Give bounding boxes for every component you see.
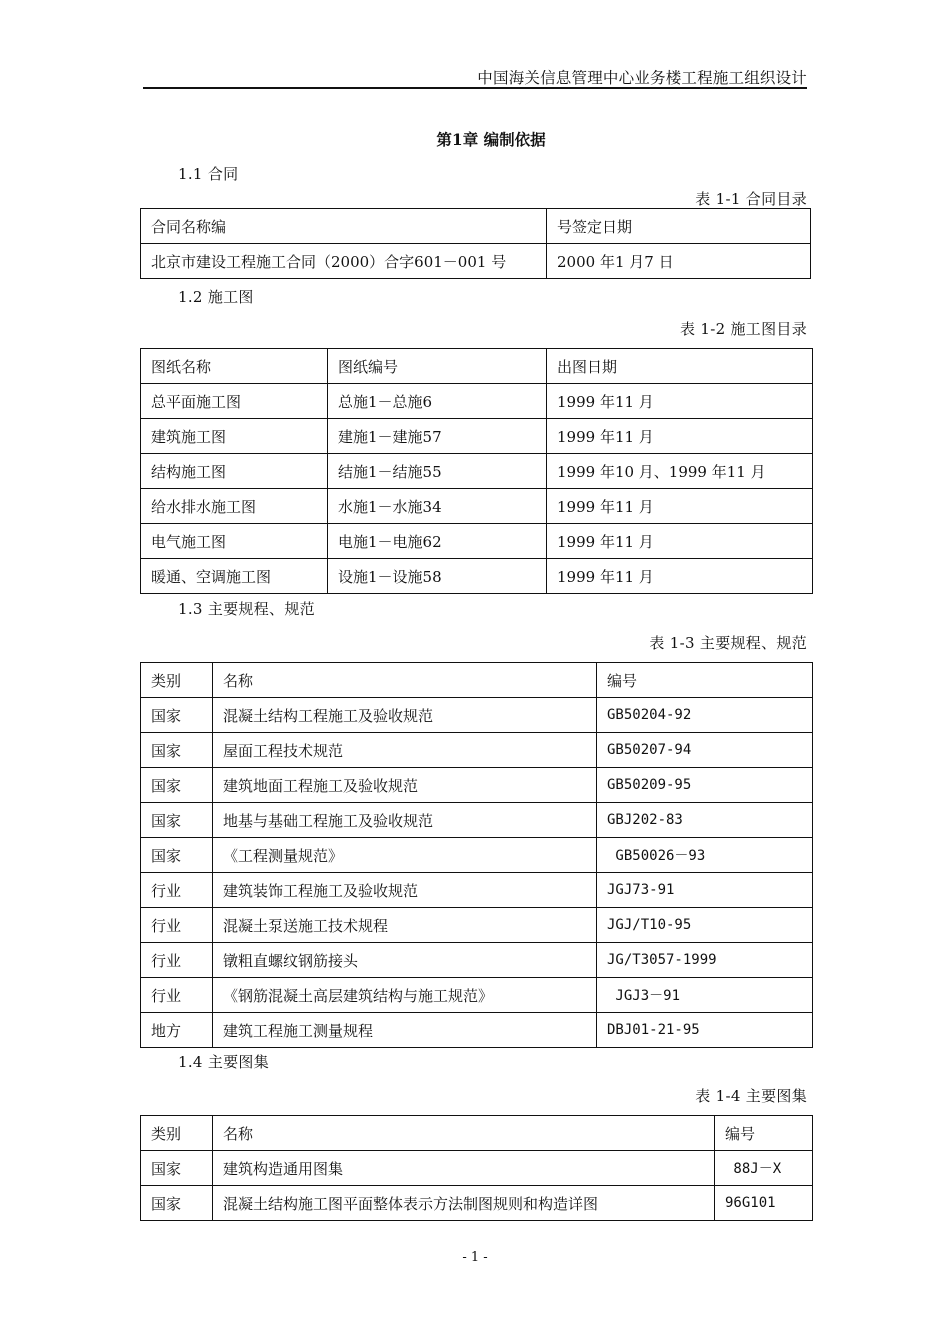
table-row [141,733,813,768]
table-cell: 《工程测量规范》 [213,838,597,873]
table-cell: 建筑构造通用图集 [213,1151,715,1186]
table-row [141,943,813,978]
table-cell: 国家 [141,1151,213,1186]
table-cell: GB50204-92 [597,698,813,733]
standards-table [140,662,813,1048]
table-row [141,768,813,803]
table-row [141,1186,813,1221]
table-cell: GB50207-94 [597,733,813,768]
table-header-row [141,663,813,698]
table-cell: 屋面工程技术规范 [213,733,597,768]
table-cell: 地基与基础工程施工及验收规范 [213,803,597,838]
table-cell: 设施1－设施58 [328,559,547,594]
table-cell: JGJ/T10-95 [597,908,813,943]
table-caption-atlases: 表 1-4 主要图集 [695,1087,807,1105]
table-cell: JGJ73-91 [597,873,813,908]
table-header-cell: 编号 [597,663,813,698]
table-row [141,489,813,524]
table-cell: 国家 [141,1186,213,1221]
table-cell: 建筑工程施工测量规程 [213,1013,597,1048]
table-row [141,978,813,1013]
table-header-cell: 编号 [715,1116,813,1151]
table-cell: 1999 年11 月 [547,559,813,594]
contract-table [140,208,811,279]
section-heading-drawings: 1.2 施工图 [178,288,254,306]
table-header-cell: 合同名称编 [141,209,547,244]
table-cell: 国家 [141,698,213,733]
table-cell: 国家 [141,733,213,768]
table-cell: 建筑地面工程施工及验收规范 [213,768,597,803]
table-row [141,873,813,908]
table-row [141,524,813,559]
table-cell: 结构施工图 [141,454,328,489]
table-header-row [141,209,811,244]
table-cell: 《钢筋混凝土高层建筑结构与施工规范》 [213,978,597,1013]
table-caption-standards: 表 1-3 主要规程、规范 [649,634,807,652]
section-heading-atlases: 1.4 主要图集 [178,1053,270,1071]
table-row [141,384,813,419]
table-row [141,1151,813,1186]
table-cell: GBJ202-83 [597,803,813,838]
table-cell: 国家 [141,838,213,873]
chapter-title: 第1章 编制依据 [436,130,546,149]
table-cell: 1999 年11 月 [547,524,813,559]
table-header-cell: 名称 [213,663,597,698]
table-header-row [141,1116,813,1151]
table-cell: GB50209-95 [597,768,813,803]
table-row [141,559,813,594]
table-cell: 96G101 [715,1186,813,1221]
table-row [141,838,813,873]
table-cell: 2000 年1 月7 日 [547,244,811,279]
table-header-cell: 类别 [141,663,213,698]
table-cell: 结施1－结施55 [328,454,547,489]
table-cell: 北京市建设工程施工合同（2000）合字601－001 号 [141,244,547,279]
table-cell: 行业 [141,943,213,978]
table-caption-contract: 表 1-1 合同目录 [695,190,807,208]
table-header-cell: 类别 [141,1116,213,1151]
table-row [141,454,813,489]
header-divider [143,87,807,89]
table-cell: 给水排水施工图 [141,489,328,524]
table-row [141,803,813,838]
table-cell: 电气施工图 [141,524,328,559]
table-cell: 行业 [141,908,213,943]
table-cell: 总施1－总施6 [328,384,547,419]
table-row [141,698,813,733]
table-row [141,419,813,454]
table-header-cell: 名称 [213,1116,715,1151]
table-cell: 混凝土结构施工图平面整体表示方法制图规则和构造详图 [213,1186,715,1221]
table-header-cell: 出图日期 [547,349,813,384]
table-cell: 地方 [141,1013,213,1048]
table-cell: 混凝土泵送施工技术规程 [213,908,597,943]
table-cell: 行业 [141,873,213,908]
table-row [141,908,813,943]
table-cell: 建施1－建施57 [328,419,547,454]
table-cell: 水施1－水施34 [328,489,547,524]
table-row [141,244,811,279]
table-cell: 总平面施工图 [141,384,328,419]
table-cell: 1999 年11 月 [547,489,813,524]
table-header-row [141,349,813,384]
table-row [141,1013,813,1048]
table-cell: 电施1－电施62 [328,524,547,559]
page-number: - 1 - [462,1250,488,1265]
table-cell: 1999 年10 月、1999 年11 月 [547,454,813,489]
table-cell: DBJ01-21-95 [597,1013,813,1048]
page-header-title: 中国海关信息管理中心业务楼工程施工组织设计 [477,69,807,87]
section-heading-standards: 1.3 主要规程、规范 [178,600,315,618]
drawings-table [140,348,813,594]
table-cell: 国家 [141,768,213,803]
table-cell: 混凝土结构工程施工及验收规范 [213,698,597,733]
table-header-cell: 图纸编号 [328,349,547,384]
table-cell: 镦粗直螺纹钢筋接头 [213,943,597,978]
table-caption-drawings: 表 1-2 施工图目录 [680,320,807,338]
table-cell: JG/T3057-1999 [597,943,813,978]
table-cell: 88J－X [715,1151,813,1186]
table-cell: 建筑装饰工程施工及验收规范 [213,873,597,908]
table-cell: 建筑施工图 [141,419,328,454]
table-header-cell: 号签定日期 [547,209,811,244]
table-cell: GB50026－93 [597,838,813,873]
atlases-table [140,1115,813,1221]
table-cell: 行业 [141,978,213,1013]
table-header-cell: 图纸名称 [141,349,328,384]
table-cell: JGJ3－91 [597,978,813,1013]
table-cell: 1999 年11 月 [547,419,813,454]
section-heading-contract: 1.1 合同 [178,165,239,183]
table-cell: 国家 [141,803,213,838]
table-cell: 1999 年11 月 [547,384,813,419]
table-cell: 暖通、空调施工图 [141,559,328,594]
